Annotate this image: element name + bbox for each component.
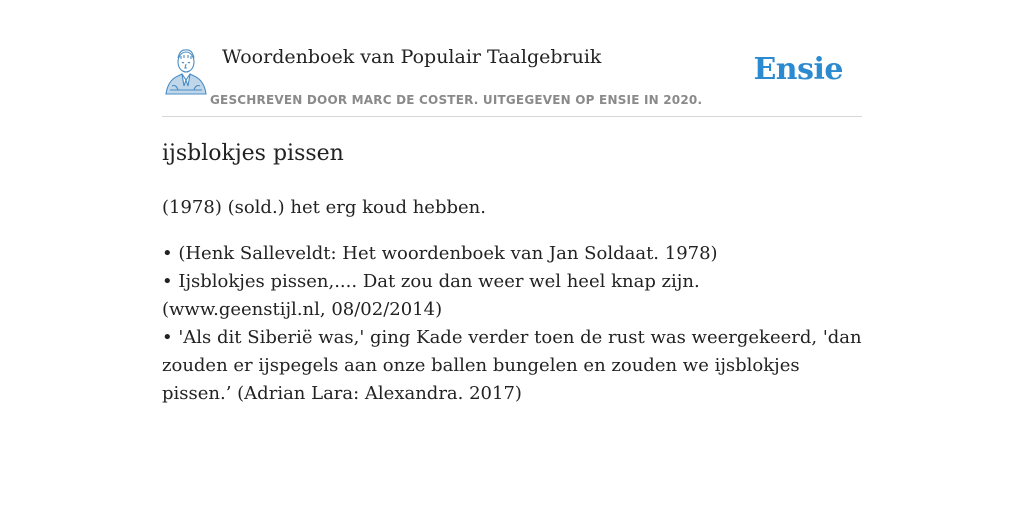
quote-item: • 'Als dit Siberië was,' ging Kade verder toen de rust was weergekeerd, 'dan zouden er ijspegels aan onze ballen bungelen en zouden we ijsblokjes pissen.’ (Adrian Lara: Alexandra. 2017) — [162, 327, 862, 404]
entry-quotes — [162, 240, 862, 408]
book-title[interactable]: Woordenboek van Populair Taalgebruik — [222, 46, 602, 68]
entry-content — [162, 138, 862, 408]
header — [162, 40, 862, 117]
author-byline: GESCHREVEN DOOR MARC DE COSTER. UITGEGEVEN OP ENSIE IN 2020. — [210, 93, 703, 107]
ensie-logo[interactable]: Ensie — [753, 52, 843, 87]
quote-item: • (Henk Salleveldt: Het woordenboek van Jan Soldaat. 1978) — [162, 243, 718, 264]
author-portrait-icon — [162, 46, 210, 96]
entry-term: ijsblokjes pissen — [162, 141, 344, 166]
quote-item: • Ijsblokjes pissen,.... Dat zou dan weer wel heel knap zijn. (www.geenstijl.nl, 08/02/2014) — [162, 271, 700, 320]
entry-definition: (1978) (sold.) het erg koud hebben. — [162, 197, 486, 218]
